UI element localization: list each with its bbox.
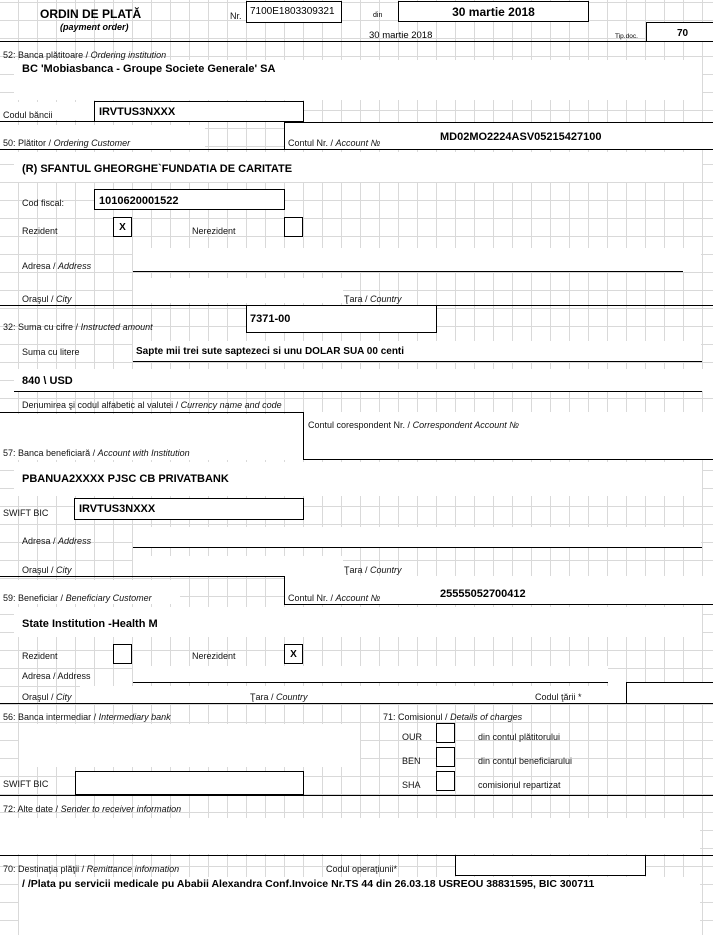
beneficiary-nonresident-checkbox[interactable]: X — [284, 644, 303, 664]
charge-sha-desc: comisionul repartizat — [478, 780, 561, 790]
ordering-account-value: MD02MO2224ASV05215427100 — [440, 131, 602, 143]
order-number-value: 7100E1803309321 — [250, 6, 335, 17]
amount-words-label: Suma cu litere — [22, 347, 80, 357]
amount-words-line — [133, 361, 702, 362]
intermediary-bank-area — [19, 724, 360, 767]
nonresident-checkbox[interactable] — [284, 217, 303, 237]
ordering-customer-label: 50: Plătitor / Ordering Customer — [3, 138, 131, 148]
date-field[interactable] — [398, 1, 589, 22]
operation-code-field[interactable] — [455, 855, 646, 876]
divider — [303, 459, 713, 460]
divider — [284, 604, 713, 605]
country-code-field[interactable] — [626, 682, 713, 704]
nr-label: Nr. — [230, 11, 242, 21]
amount-field[interactable] — [246, 305, 437, 333]
ordering-account-label: Contul Nr. / Account № — [288, 138, 381, 148]
amount-label: 32: Suma cu cifre / Instructed amount — [3, 322, 153, 332]
charge-ben-checkbox[interactable] — [436, 747, 455, 767]
resident-label: Rezident — [22, 226, 58, 236]
date-plain: 30 martie 2018 — [369, 30, 433, 41]
divider — [0, 149, 713, 150]
beneficiary-bank-value: PBANUA2XXXX PJSC CB PRIVATBANK — [22, 473, 229, 485]
fiscal-code-label: Cod fiscal: — [22, 198, 65, 208]
beneficiary-country-label: Ţara / Country — [250, 692, 308, 702]
ordering-customer-name: (R) SFANTUL GHEORGHE`FUNDATIA DE CARITATE — [22, 163, 293, 175]
beneficiary-account-label: Contul Nr. / Account № — [288, 593, 381, 603]
intermediary-swift-field[interactable] — [75, 771, 304, 795]
beneficiary-bank-address-line[interactable] — [133, 547, 702, 548]
beneficiary-swift-label: SWIFT BIC — [3, 508, 49, 518]
tipdoc-value: 70 — [677, 28, 689, 39]
form-subtitle: (payment order) — [60, 22, 129, 32]
resident-checkbox[interactable]: X — [113, 217, 132, 237]
beneficiary-bank-address-label: Adresa / Address — [22, 536, 92, 546]
beneficiary-swift-value: IRVTUS3NXXX — [79, 503, 156, 515]
beneficiary-bank-country-label: Ţara / Country — [344, 565, 402, 575]
operation-code-label: Codul operaţiunii* — [326, 864, 398, 874]
correspondent-account-label: Contul corespondent Nr. / Correspondent Account № — [308, 420, 520, 430]
address-input-line[interactable] — [133, 271, 683, 272]
beneficiary-city-label: Oraşul / City — [22, 692, 72, 702]
fiscal-code-value: 1010620001522 — [99, 195, 179, 207]
divider — [0, 121, 208, 122]
beneficiary-address-label: Adresa / Address — [22, 671, 91, 681]
beneficiary-bank-label: 57: Banca beneficiară / Account with Institution — [3, 448, 190, 458]
divider — [0, 703, 713, 704]
remittance-label: 70: Destinaţia plăţii / Remittance information — [3, 864, 180, 874]
address-bg — [133, 248, 701, 272]
beneficiary-address-bg — [133, 527, 701, 547]
currency-bg — [14, 369, 713, 391]
beneficiary-name: State Institution -Health M — [22, 618, 158, 630]
city-label: Oraşul / City — [22, 294, 72, 304]
bank-code-value: IRVTUS3NXXX — [99, 106, 176, 118]
charge-ben-desc: din contul beneficiarului — [478, 756, 573, 766]
divider — [0, 795, 713, 796]
address-label: Adresa / Address — [22, 261, 92, 271]
beneficiary-address-line[interactable] — [133, 682, 608, 683]
beneficiary-city-bg — [133, 556, 343, 576]
amount-value: 7371-00 — [250, 313, 291, 325]
city-bg — [133, 278, 343, 303]
beneficiary-account-value: 25555052700412 — [440, 588, 526, 600]
divider — [0, 41, 713, 42]
bank-code-field[interactable] — [94, 101, 304, 122]
beneficiary-bank-city-label: Oraşul / City — [22, 565, 72, 575]
ordering-institution-value: BC 'Mobiasbanca - Groupe Societe Generale' SA — [22, 63, 276, 75]
remittance-value: / /Plata pu servicii medicale pu Ababii Alexandra Conf.Invoice Nr.TS 44 din 26.03.18 USREOU 38831595, BIC 300711 — [22, 878, 595, 890]
ordering-institution-label: 52: Banca plătitoare / Ordering institution — [3, 50, 167, 60]
order-number-field[interactable] — [246, 1, 342, 23]
charge-sha-code: SHA — [402, 780, 421, 790]
beneficiary-swift-field[interactable] — [74, 498, 304, 520]
charge-sha-checkbox[interactable] — [436, 771, 455, 791]
currency-value: 840 \ USD — [22, 375, 73, 387]
charge-ben-code: BEN — [402, 756, 421, 766]
din-label: din — [373, 12, 383, 19]
beneficiary-label: 59: Beneficiar / Beneficiary Customer — [3, 593, 152, 603]
charges-label: 71: Comisionul / Details of charges — [383, 712, 523, 722]
country-code-label: Codul ţării * — [535, 692, 582, 702]
charge-our-checkbox[interactable] — [436, 723, 455, 743]
bank-code-label: Codul băncii — [3, 110, 53, 120]
beneficiary-resident-label: Rezident — [22, 651, 58, 661]
intermediary-swift-label: SWIFT BIC — [3, 779, 49, 789]
other-info-area[interactable] — [0, 818, 700, 854]
tipdoc-label: Tip.doc. — [615, 33, 638, 40]
beneficiary-nonresident-label: Nerezident — [192, 651, 236, 661]
fiscal-code-field[interactable] — [94, 189, 285, 210]
charge-our-code: OUR — [402, 732, 422, 742]
charge-our-desc: din contul plătitorului — [478, 732, 561, 742]
amount-words-value: Sapte mii trei sute saptezeci si unu DOLAR SUA 00 centi — [136, 346, 405, 357]
other-info-label: 72: Alte date / Sender to receiver information — [3, 804, 182, 814]
currency-line — [14, 391, 702, 392]
nonresident-label: Nerezident — [192, 226, 236, 236]
tipdoc-field[interactable] — [646, 22, 713, 42]
beneficiary-resident-checkbox[interactable] — [113, 644, 132, 664]
beneficiary-address-bg2 — [133, 666, 608, 682]
country-label: Ţara / Country — [344, 294, 402, 304]
currency-label: Denumirea şi codul alfabetic al valutei / Currency name and code — [22, 400, 282, 410]
date-value: 30 martie 2018 — [452, 5, 535, 19]
form-title: ORDIN DE PLATĂ — [40, 7, 142, 21]
intermediary-label: 56: Banca intermediar / Intermediary bank — [3, 712, 171, 722]
